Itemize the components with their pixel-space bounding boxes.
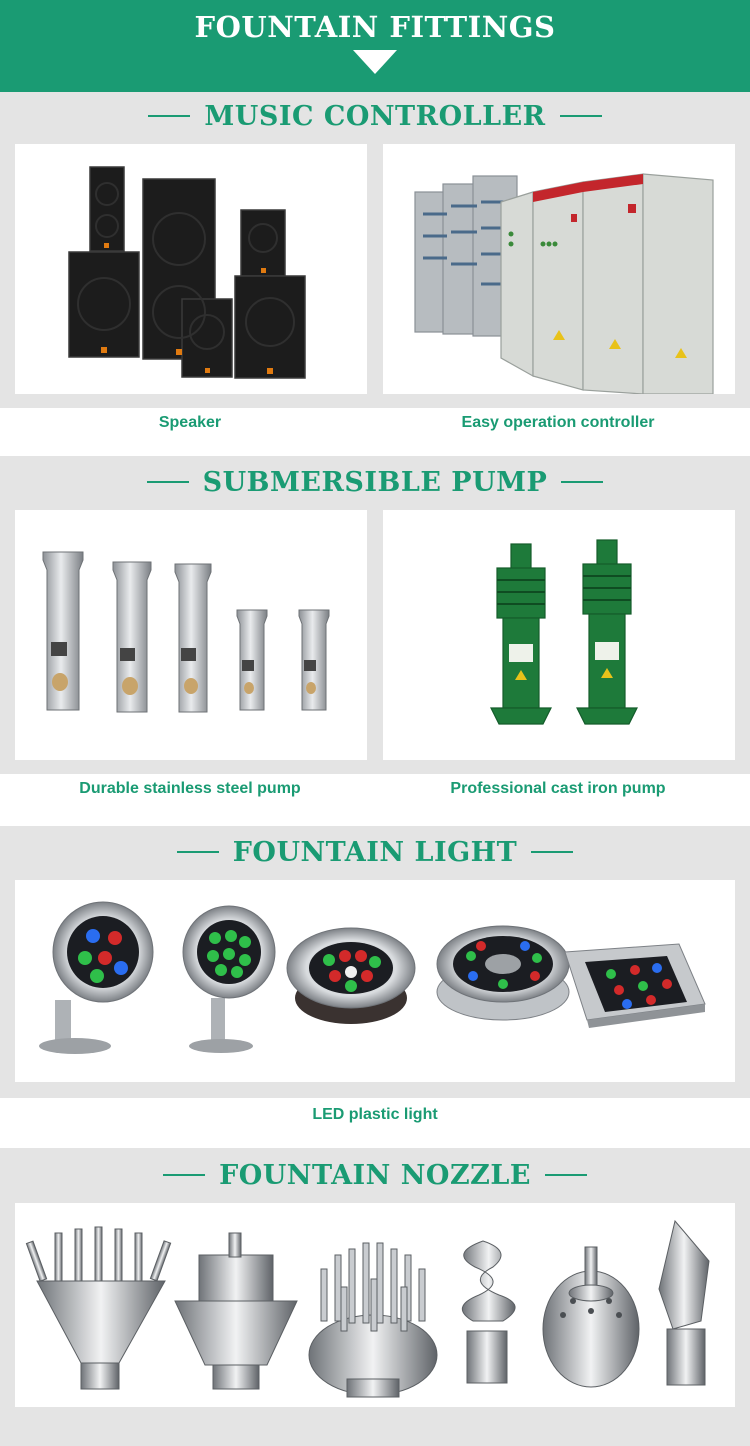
section-heading: MUSIC CONTROLLER (204, 100, 546, 132)
led-lights-image (15, 880, 735, 1082)
title-rule-right (560, 115, 602, 117)
section-title-fountain-light (0, 832, 750, 872)
caption-cast-iron-pump: Professional cast iron pump (450, 780, 666, 797)
caption-led-light: LED plastic light (312, 1106, 438, 1123)
title-rule-left (163, 1174, 205, 1176)
controller-cabinet-image (383, 144, 735, 394)
caption-stainless-pump: Durable stainless steel pump (79, 780, 301, 797)
section-heading: FOUNTAIN NOZZLE (219, 1159, 531, 1191)
caption-controller: Easy operation controller (461, 414, 655, 431)
down-arrow-icon (353, 50, 397, 74)
title-rule-left (147, 481, 189, 483)
title-rule-left (148, 115, 190, 117)
nozzles-image (15, 1203, 735, 1407)
section-title-submersible-pump (0, 462, 750, 502)
stainless-pump-image (15, 510, 367, 760)
title-rule-right (561, 481, 603, 483)
title-rule-right (545, 1174, 587, 1176)
banner-title: FOUNTAIN FITTINGS (194, 10, 556, 44)
section-title-fountain-nozzle (0, 1155, 750, 1195)
caption-speaker: Speaker (158, 414, 222, 431)
title-rule-right (531, 851, 573, 853)
cast-iron-pump-image (383, 510, 735, 760)
section-title-music-controller (0, 96, 750, 136)
section-heading: FOUNTAIN LIGHT (232, 836, 518, 868)
header-banner (0, 0, 750, 92)
section-heading: SUBMERSIBLE PUMP (202, 466, 548, 498)
speaker-image (15, 144, 367, 394)
title-rule-left (177, 851, 219, 853)
